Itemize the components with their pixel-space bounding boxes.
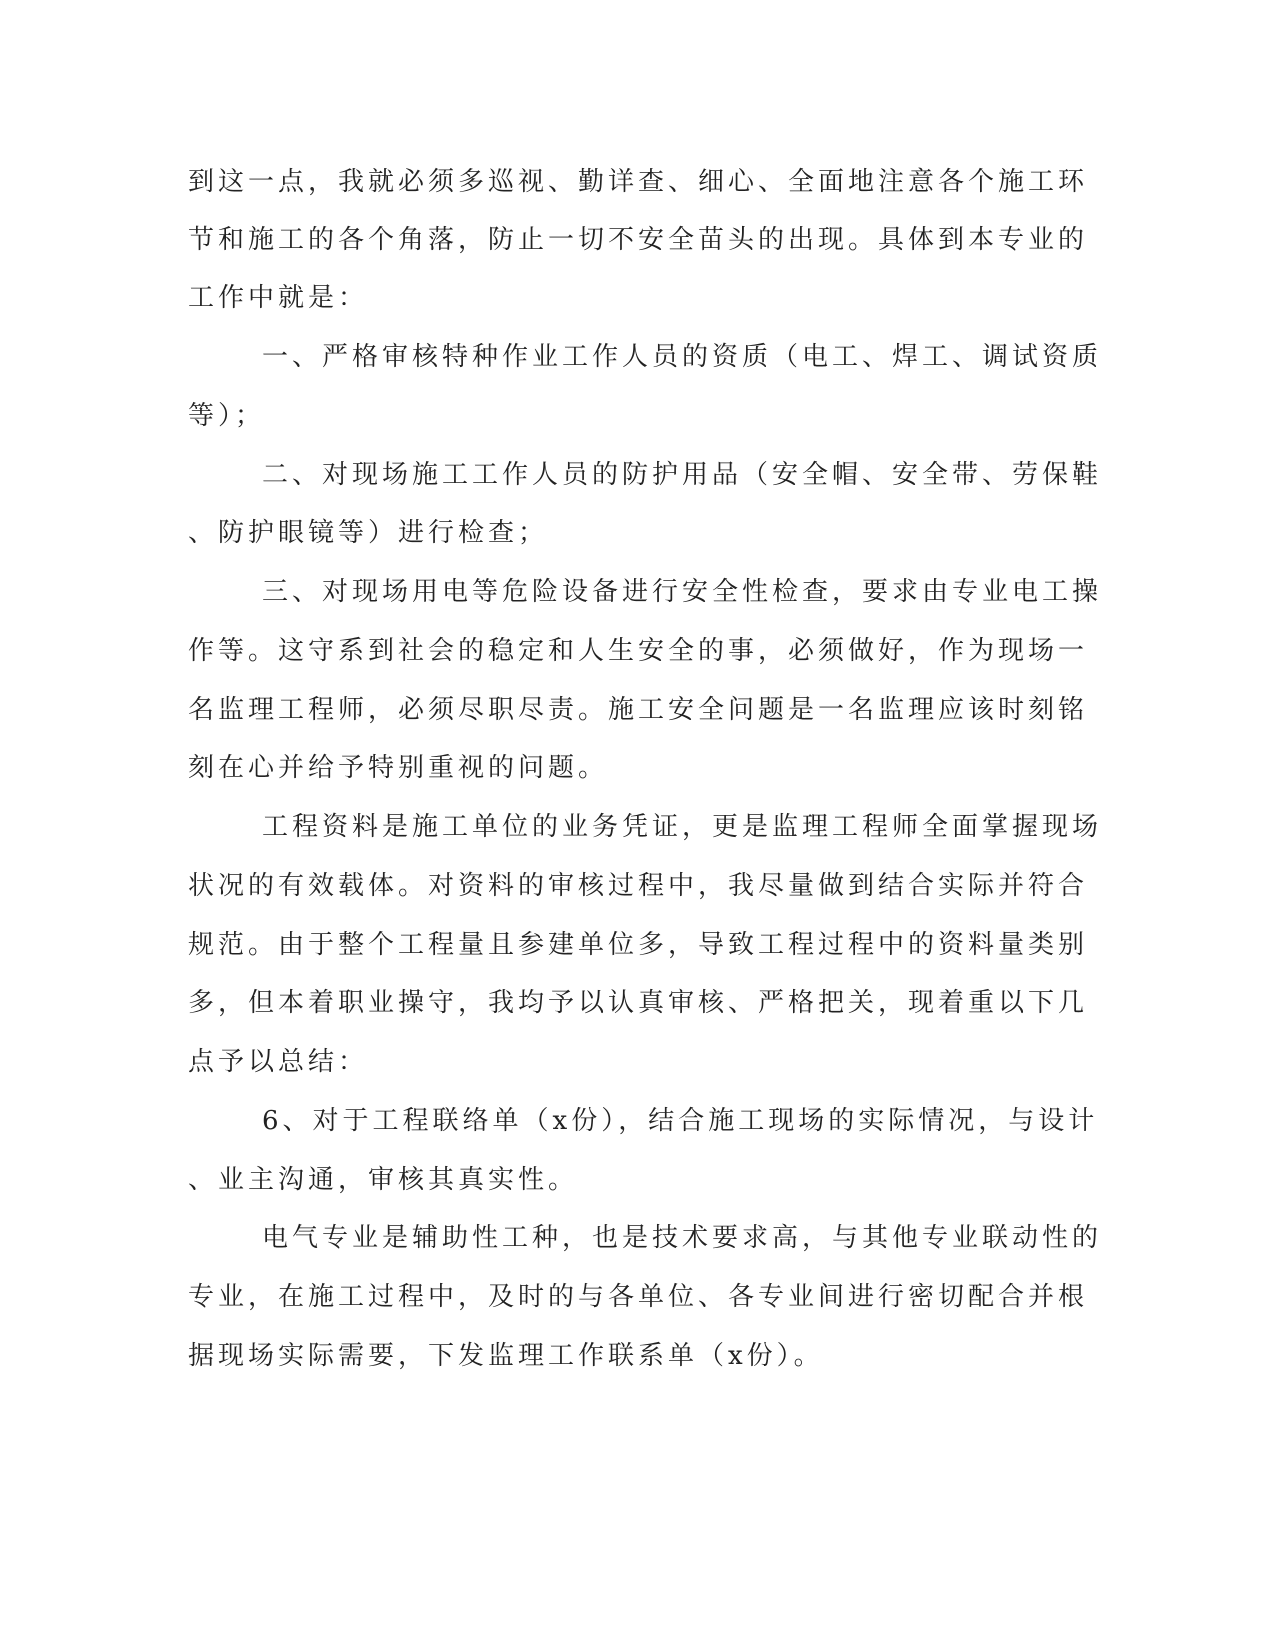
- text-line: 6、对于工程联络单（x份），结合施工现场的实际情况，与设计: [262, 1106, 1099, 1136]
- text-line: 规范。由于整个工程量且参建单位多，导致工程过程中的资料量类别: [188, 930, 1089, 960]
- text-line: 专业，在施工过程中，及时的与各单位、各专业间进行密切配合并根: [188, 1282, 1089, 1312]
- text-line: 一、严格审核特种作业工作人员的资质（电工、焊工、调试资质: [262, 342, 1103, 372]
- text-line: 据现场实际需要，下发监理工作联系单（x份）。: [188, 1341, 824, 1371]
- text-line: 刻在心并给予特别重视的问题。: [188, 753, 609, 783]
- text-line: 多，但本着职业操守，我均予以认真审核、严格把关，现着重以下几: [188, 988, 1089, 1018]
- text-line: 、业主沟通，审核其真实性。: [188, 1165, 579, 1195]
- text-line: 点予以总结：: [188, 1047, 369, 1077]
- text-line: 、防护眼镜等）进行检查；: [188, 518, 549, 548]
- text-line: 电气专业是辅助性工种，也是技术要求高，与其他专业联动性的: [262, 1223, 1103, 1253]
- text-line: 三、对现场用电等危险设备进行安全性检查，要求由专业电工操: [262, 577, 1103, 607]
- text-line: 节和施工的各个角落，防止一切不安全苗头的出现。具体到本专业的: [188, 225, 1089, 255]
- text-line: 等）；: [188, 401, 266, 431]
- text-line: 工作中就是：: [188, 283, 369, 313]
- text-line: 二、对现场施工工作人员的防护用品（安全帽、安全带、劳保鞋: [262, 460, 1103, 490]
- text-line: 名监理工程师，必须尽职尽责。施工安全问题是一名监理应该时刻铭: [188, 695, 1089, 725]
- text-line: 到这一点，我就必须多巡视、勤详查、细心、全面地注意各个施工环: [188, 167, 1089, 197]
- text-line: 工程资料是施工单位的业务凭证，更是监理工程师全面掌握现场: [262, 812, 1103, 842]
- text-line: 作等。这守系到社会的稳定和人生安全的事，必须做好，作为现场一: [188, 636, 1089, 666]
- text-line: 状况的有效载体。对资料的审核过程中，我尽量做到结合实际并符合: [188, 871, 1089, 901]
